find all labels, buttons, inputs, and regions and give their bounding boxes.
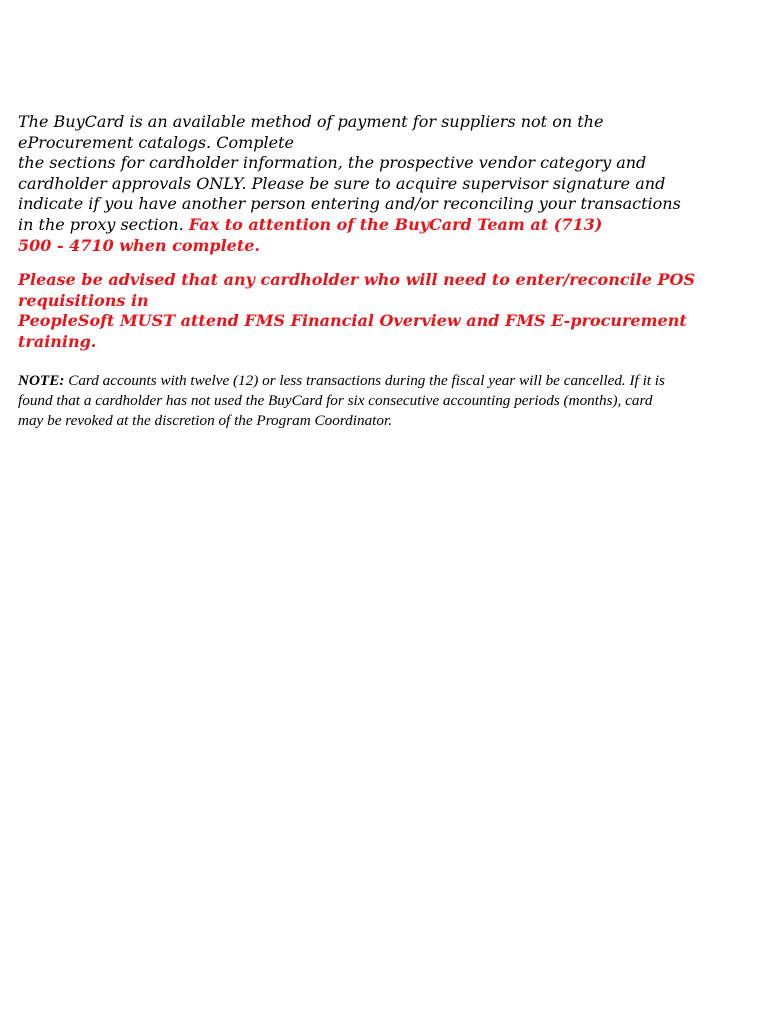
advisory-line: requisitions in: [18, 290, 149, 310]
intro-line: The BuyCard is an available method of payment for suppliers not on the: [18, 112, 604, 131]
note-label: NOTE:: [18, 371, 65, 389]
training-advisory: [18, 270, 758, 352]
note-line: found that a cardholder has not used the BuyCard for six consecutive accounting periods (months), card: [18, 391, 653, 409]
intro-proxy-text: in the proxy section.: [18, 214, 189, 234]
fax-instruction-continued: 500 - 4710 when complete.: [18, 235, 260, 255]
intro-line: indicate if you have another person entering and/or reconciling your transactions: [18, 194, 681, 214]
note-line: [18, 371, 758, 391]
intro-line: cardholder approvals ONLY. Please be sure to acquire supervisor signature and: [18, 173, 666, 193]
advisory-line: training.: [18, 331, 97, 351]
document-body: [18, 112, 758, 431]
advisory-line: PeopleSoft MUST attend FMS Financial Overview and FMS E-procurement: [18, 311, 687, 331]
cancellation-note: [18, 371, 758, 432]
note-line: may be revoked at the discretion of the Program Coordinator.: [18, 411, 393, 429]
intro-line: eProcurement catalogs. Complete: [18, 132, 294, 152]
intro-paragraph: [18, 112, 758, 256]
fax-instruction: Fax to attention of the BuyCard Team at (713): [188, 214, 603, 234]
intro-line: the sections for cardholder information, the prospective vendor category and: [18, 153, 647, 173]
note-text: Card accounts with twelve (12) or less transactions during the fiscal year will be cancelled. If it is: [64, 371, 665, 389]
intro-line-with-fax: [18, 215, 758, 236]
advisory-line: Please be advised that any cardholder who will need to enter/reconcile POS: [18, 270, 696, 290]
